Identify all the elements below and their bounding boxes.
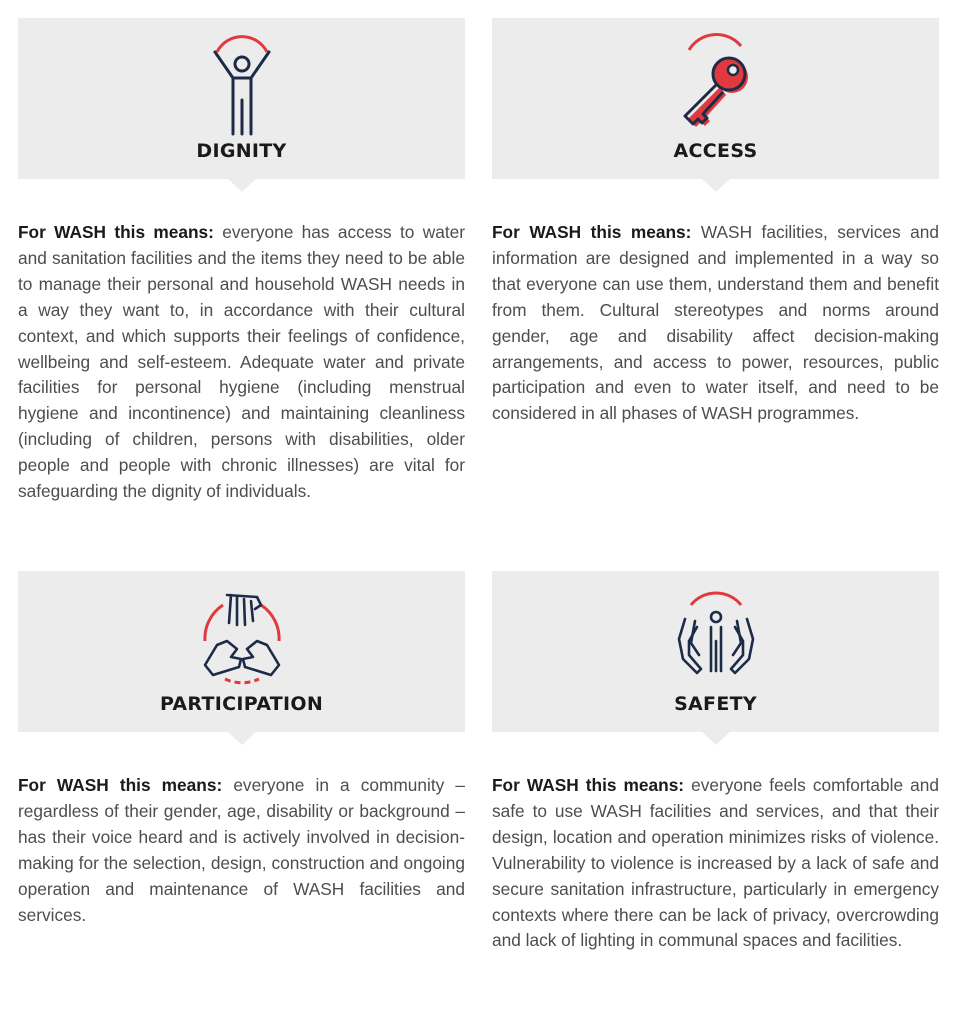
card-title: ACCESS: [673, 140, 758, 162]
participation-card: [18, 571, 465, 928]
joined-hands-icon: [197, 583, 287, 693]
participation-header: [18, 571, 465, 732]
card-body: WASH facilities, services and information are designed and implemented in a way so that everyone can use them, understand them and benefit from them. Cultural stereotypes and norms around gender, age and disability affect decision-making arrangements, and access to power, resources, public participation and even to water itself, and need to be considered in all phases of WASH programmes.: [492, 222, 939, 424]
card-lead: For WASH this means:: [492, 775, 685, 795]
card-lead: For WASH this means:: [18, 775, 223, 795]
card-title: SAFETY: [674, 693, 757, 715]
card-description: [492, 220, 939, 427]
access-header: [492, 18, 939, 179]
protective-hands-icon: [671, 583, 761, 693]
card-lead: For WASH this means:: [492, 222, 692, 242]
card-body: everyone in a community – regardless of their gender, age, disability or background – has their voice heard and is actively involved in decision-making for the selection, design, construction and ongoing operation and maintenance of WASH facilities and services.: [18, 775, 465, 925]
dignity-header: [18, 18, 465, 179]
safety-header: [492, 571, 939, 732]
card-description: [18, 773, 465, 928]
card-body: everyone feels comfortable and safe to use WASH facilities and services, and that their design, location and operation minimizes risks of violence. Vulnerability to violence is increased by a lack of safe and secure sanitation infrastructure, particularly in emergency contexts where there can be lack of privacy, overcrowding and lack of lighting in communal spaces and facilities.: [492, 775, 939, 951]
dignity-card: [18, 18, 465, 505]
key-icon: [671, 30, 761, 140]
person-arms-raised-icon: [197, 30, 287, 140]
card-description: [492, 773, 939, 954]
card-title: PARTICIPATION: [159, 693, 324, 715]
card-lead: For WASH this means:: [18, 222, 214, 242]
card-description: [18, 220, 465, 505]
card-body: everyone has access to water and sanitation facilities and the items they need to be able to manage their personal and household WASH needs in a way they want to, in accordance with their cultural context, and which supports their feelings of confidence, wellbeing and self-esteem. Adequate water and private facilities for personal hygiene (including menstrual hygiene and incontinence) and maintaining cleanliness (including of children, persons with disabilities, older people and people with chronic illnesses) are vital for safeguarding the dignity of individuals.: [18, 222, 465, 502]
access-card: [492, 18, 939, 427]
card-title: DIGNITY: [196, 140, 287, 162]
safety-card: [492, 571, 939, 954]
